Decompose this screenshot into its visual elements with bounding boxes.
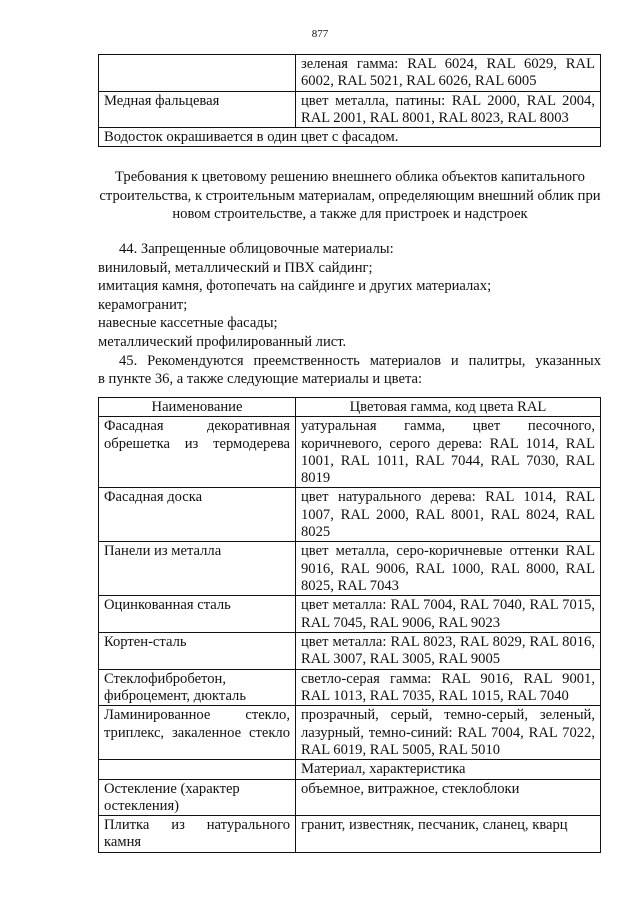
table-cell-name: Стеклофибробетон, фиброцемент, дюкталь <box>99 669 296 706</box>
table-cell-name: Медная фальцевая <box>99 91 296 128</box>
section-44 <box>98 240 601 389</box>
table-cell-color: цвет металла, патины: RAL 2000, RAL 2004, RAL 2001, RAL 8001, RAL 8023, RAL 8003 <box>296 91 601 128</box>
table-row <box>99 706 601 760</box>
list-item: навесные кассетные фасады; <box>98 315 278 332</box>
table-row <box>99 596 601 633</box>
section-45-line1: 45. Рекомендуются преемственность материалов и палитры, указанных <box>119 352 601 369</box>
table-cell-name: Панели из металла <box>99 542 296 596</box>
table-cell-name: Кортен-сталь <box>99 633 296 670</box>
list-item: имитация камня, фотопечать на сайдинге и других материалах; <box>98 278 492 295</box>
table-cell-color: цвет металла: RAL 8023, RAL 8029, RAL 8016, RAL 3007, RAL 3005, RAL 9005 <box>296 633 601 670</box>
table-cell-name: Фасадная декоративная обрешетка из термодерева <box>99 417 296 488</box>
table-cell-name: Фасадная доска <box>99 488 296 542</box>
table-cell-name: Плитка из натурального камня <box>99 816 296 853</box>
list-item: виниловый, металлический и ПВХ сайдинг; <box>98 259 373 276</box>
section-45-line2: в пункте 36, а также следующие материалы и цвета: <box>98 371 423 388</box>
table-row <box>99 55 601 92</box>
table-cell-color: светло-серая гамма: RAL 9016, RAL 9001, RAL 1013, RAL 7035, RAL 1015, RAL 7040 <box>296 669 601 706</box>
table-subheader-row <box>99 760 601 779</box>
table-row <box>99 128 601 147</box>
table-cell-color: прозрачный, серый, темно-серый, зеленый, лазурный, темно-синий: RAL 7004, RAL 7022, RAL 6019, RAL 5005, RAL 5010 <box>296 706 601 760</box>
table-cell-color: цвет натурального дерева: RAL 1014, RAL 1007, RAL 2000, RAL 8001, RAL 8024, RAL 8025 <box>296 488 601 542</box>
table-cell-value: гранит, известняк, песчаник, сланец, кварц <box>296 816 601 853</box>
column-header-color: Цветовая гамма, код цвета RAL <box>296 398 601 417</box>
table-cell-name: Оцинкованная сталь <box>99 596 296 633</box>
column-header-name: Наименование <box>99 398 296 417</box>
table-row <box>99 633 601 670</box>
table-cell-name: Остекление (характер остекления) <box>99 779 296 816</box>
table-row <box>99 816 601 853</box>
list-item: керамогранит; <box>98 296 188 313</box>
page-number: 877 <box>311 28 329 40</box>
section-44-title: 44. Запрещенные облицовочные материалы: <box>119 241 394 257</box>
table-subheader: Материал, характеристика <box>296 760 601 779</box>
list-item: металлический профилированный лист. <box>98 333 347 350</box>
table-header-row <box>99 398 601 417</box>
table-cell-value: объемное, витражное, стеклоблоки <box>296 779 601 816</box>
table-cell-color: цвет металла: RAL 7004, RAL 7040, RAL 7015, RAL 7045, RAL 9006, RAL 9023 <box>296 596 601 633</box>
table-row <box>99 779 601 816</box>
table-row <box>99 488 601 542</box>
materials-table <box>98 397 601 853</box>
table-row <box>99 669 601 706</box>
section-heading: Требования к цветовому решению внешнего облика объектов капитального строительства, к строительным материалам, определяющим внешний облик при новом строительстве, а также для пристроек и надстроек <box>99 169 601 222</box>
table-cell-color: цвет металла, серо-коричневые оттенки RAL 9016, RAL 9006, RAL 1000, RAL 8000, RAL 8025, RAL 7043 <box>296 542 601 596</box>
table-cell-empty <box>99 760 296 779</box>
table-cell-name: Ламинированное стекло, триплекс, закаленное стекло <box>99 706 296 760</box>
table-note: Водосток окрашивается в один цвет с фасадом. <box>99 128 601 147</box>
table-row <box>99 91 601 128</box>
table-cell-name <box>99 55 296 92</box>
table-cell-color: зеленая гамма: RAL 6024, RAL 6029, RAL 6002, RAL 5021, RAL 6026, RAL 6005 <box>296 55 601 92</box>
top-table <box>98 54 601 147</box>
table-row <box>99 542 601 596</box>
table-cell-color: уатуральная гамма, цвет песочного, коричневого, серого дерева: RAL 1014, RAL 1001, RAL 1011, RAL 7044, RAL 7030, RAL 8019 <box>296 417 601 488</box>
table-row <box>99 417 601 488</box>
